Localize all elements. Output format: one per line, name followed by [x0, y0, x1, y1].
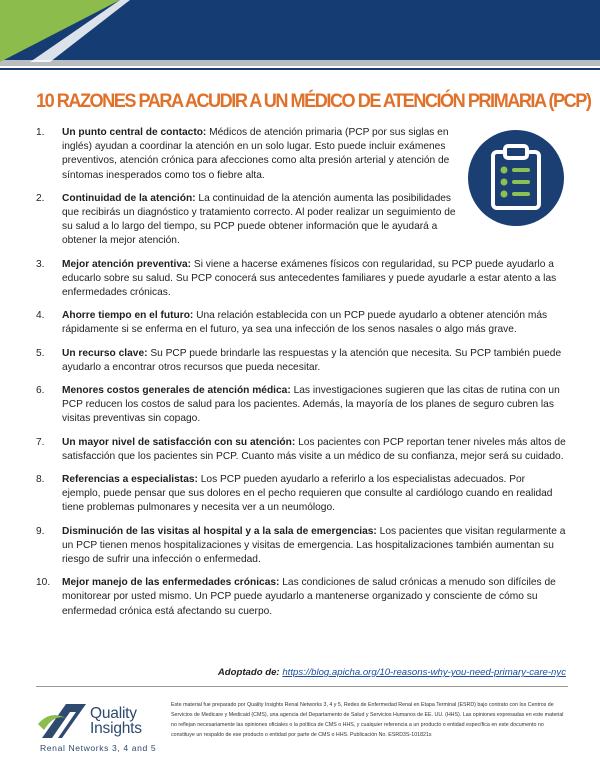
header-banner	[0, 0, 600, 74]
reason-text: Los PCP pueden ayudarlo a referirlo a los especialistas adecuados. Por ejemplo, puede pensar que sus dolores en el pecho requieren que consulte al cardiólogo cuando en realidad tiene problemas pulmonares y necesita ver a un neumólogo.	[62, 474, 553, 514]
reason-number: 8.	[36, 474, 45, 486]
reason-term: Mejor atención preventiva:	[62, 258, 192, 270]
reason-term: Ahorre tiempo en el futuro:	[62, 310, 194, 322]
reason-item	[36, 384, 566, 427]
reason-number: 9.	[36, 525, 45, 537]
reason-item	[36, 576, 566, 619]
reasons-list	[36, 126, 566, 619]
reason-text: Si viene a hacerse exámenes físicos con regularidad, su PCP puede ayudarlo a educarlo sobre su salud. Su PCP conocerá sus antecedentes familiares y puede ayudarle a estar atento a las enfermedades crónicas.	[62, 258, 557, 299]
banner-gray-band	[0, 60, 600, 66]
quality-insights-logo	[36, 702, 166, 758]
reason-text: Las condiciones de salud crónicas a menudo son difíciles de monitorear por usted mismo. Un PCP puede ayudarlo a mantenerse organizado y consciente de cómo su enfermedad crónica está afectando su cuerpo.	[62, 577, 556, 617]
logo-mark-icon	[36, 702, 88, 742]
logo-name-line2: Insights	[90, 720, 142, 737]
reason-item	[36, 258, 566, 301]
reason-text: Los pacientes que visitan regularmente a un PCP tienen menos hospitalizaciones y visitas de emergencia. Las hospitalizaciones también aumentan su riesgo de sufrir una infección o enfermedad.	[62, 525, 566, 566]
reason-item	[36, 525, 566, 568]
page-title: 10 RAZONES PARA ACUDIR A UN MÉDICO DE ATENCIÓN PRIMARIA (PCP)	[36, 90, 591, 112]
reason-number: 10.	[36, 577, 51, 589]
reason-item	[36, 192, 456, 249]
reason-text: Los pacientes con PCP reportan tener niveles más altos de satisfacción que los pacientes sin PCP. Cuanto más visite a un médico de su confianza, mejor será su cuidado.	[62, 436, 566, 462]
reason-text: Su PCP puede brindarle las respuestas y la atención que necesita. Su PCP también puede ayudarlo a encontrar otros recursos que pueda necesitar.	[62, 347, 562, 373]
disclaimer-text: Este material fue preparado por Quality Insights Renal Networks 3, 4 y 5, Redes de Enfermedad Renal en Etapa Terminal (ESRD) bajo contrato con los Centros de Servicios de Medicare y Medicaid (CMS), una agencia del Departamento de Salud y Servicios Humanos de EE. UU. (HHS). Las opiniones expresadas en este material no reflejan necesariamente las opiniones oficiales o la política de CMS o HHS, y cualquier referencia a un producto o entidad específica en este documento no constituye un respaldo de ese producto o entidad por parte de CMS o HHS. Publicación No. ESRD3S-101821s	[171, 702, 564, 738]
reason-term: Continuidad de la atención:	[62, 192, 196, 204]
reason-item	[36, 309, 566, 337]
reason-number: 1.	[36, 127, 45, 138]
reason-term: Menores costos generales de atención médica:	[62, 385, 291, 397]
source-label: Adoptado de:	[217, 667, 280, 678]
reason-item	[36, 436, 566, 464]
logo-name-line1: Quality	[90, 705, 137, 722]
reason-term: Un punto central de contacto:	[62, 127, 207, 138]
reason-text: Una relación establecida con un PCP puede ayudarlo a obtener atención más rápidamente si se enferma en el futuro, ya sea una infección de los senos nasales o algo más grave.	[62, 310, 548, 336]
reason-text: Médicos de atención primaria (PCP por sus siglas en inglés) ayudan a coordinar la atención en un solo lugar. Esto puede incluir exámenes preventivos, atención crónica para afecciones como alta presión arterial y atención de síntomas inesperados como tos o fiebre alta.	[62, 127, 450, 181]
reason-number: 6.	[36, 385, 45, 397]
reason-item	[36, 126, 456, 183]
source-link[interactable]: https://blog.apicha.org/10-reasons-why-you-need-primary-care-nyc	[282, 667, 566, 678]
reason-text: Las investigaciones sugieren que las citas de rutina con un PCP reducen los costos de salud para los pacientes. Además, la mayoría de los planes de seguro cubren las visitas preventivas sin copago.	[62, 385, 560, 425]
reason-term: Disminución de las visitas al hospital y a la sala de emergencias:	[62, 525, 377, 537]
reason-term: Un recurso clave:	[62, 347, 148, 359]
reason-number: 4.	[36, 310, 45, 322]
source-attribution	[36, 667, 566, 678]
reason-term: Un mayor nivel de satisfacción con su atención:	[62, 436, 296, 448]
reason-number: 5.	[36, 347, 45, 359]
reason-number: 7.	[36, 436, 45, 448]
reason-number: 3.	[36, 258, 45, 270]
banner-bottom-line	[0, 68, 600, 70]
reason-term: Referencias a especialistas:	[62, 474, 198, 486]
reason-text: La continuidad de la atención aumenta las posibilidades que recibirás un diagnóstico y tratamiento correcto. Al poder realizar un seguimiento de su salud a lo largo del tiempo, su PCP puede obtener información que le ayudará a obtener la mejor atención.	[62, 192, 456, 247]
reason-item	[36, 347, 566, 375]
reason-number: 2.	[36, 192, 45, 204]
reason-item	[36, 473, 566, 516]
footer-divider	[36, 686, 568, 687]
logo-subtitle: Renal Networks 3, 4 and 5	[40, 743, 157, 753]
reason-term: Mejor manejo de las enfermedades crónicas:	[62, 577, 280, 589]
